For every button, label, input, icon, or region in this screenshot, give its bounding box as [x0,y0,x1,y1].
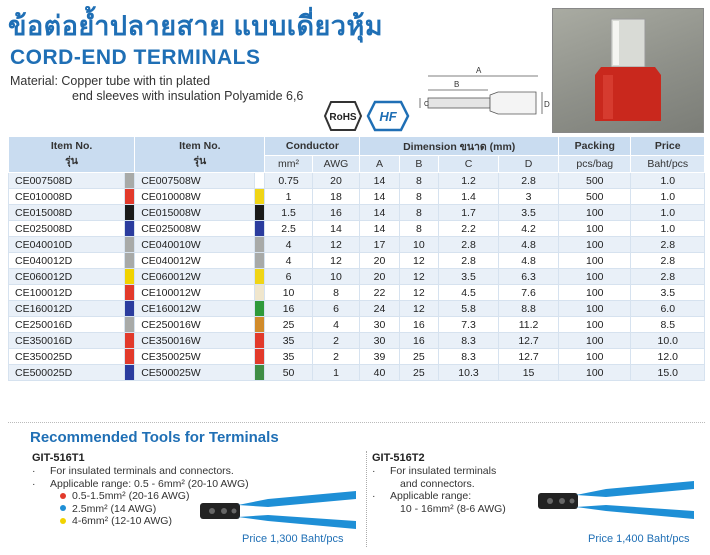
item-no-d: CE015008D [9,205,125,221]
cell-c: 8.3 [439,349,499,365]
color-swatch-w [255,317,265,333]
cell-pcs-bag: 100 [559,221,631,237]
bullet: · [32,477,36,490]
table-row [9,221,705,237]
item-no-d: CE250016D [9,317,125,333]
color-swatch-icon [125,317,134,332]
color-swatch-w [255,189,265,205]
item-no-w: CE060012W [135,269,255,285]
color-swatch-icon [125,173,134,188]
header-item-th-label: รุ่น [193,155,207,167]
header-packing: Packing [559,137,631,156]
color-swatch-w [255,333,265,349]
header-price: Price [631,137,705,156]
item-no-w: CE100012W [135,285,255,301]
item-no-d: CE160012D [9,301,125,317]
cell-d: 4.8 [499,237,559,253]
cell-c: 5.8 [439,301,499,317]
rohs-label: RoHS [329,112,357,123]
color-swatch-w [255,173,265,189]
table-row [9,333,705,349]
item-no-d: CE025008D [9,221,125,237]
color-swatch-d [125,285,135,301]
header-d: D [499,156,559,173]
color-swatch-icon [255,333,264,348]
cell-d: 3 [499,189,559,205]
cell-price: 2.8 [631,237,705,253]
cell-a: 24 [360,301,399,317]
cell-a: 20 [360,269,399,285]
tool1-price: Price 1,300 Baht/pcs [242,533,344,545]
crimping-tool-icon [536,475,696,525]
cell-b: 10 [399,237,438,253]
cell-d: 11.2 [499,317,559,333]
cell-a: 20 [360,253,399,269]
tool2-line-3: Applicable range: [390,490,472,502]
cell-pcs-bag: 100 [559,317,631,333]
cell-price: 1.0 [631,173,705,189]
table-row [9,173,705,189]
cell-c: 10.3 [439,365,499,381]
color-swatch-icon [255,285,264,300]
color-swatch-icon [125,269,134,284]
cell-b: 8 [399,221,438,237]
cell-price: 1.0 [631,189,705,205]
color-swatch-d [125,349,135,365]
header-c: C [439,156,499,173]
bullet: · [372,465,376,477]
tool1-name: GIT-516T1 [32,452,85,464]
cell-c: 2.8 [439,253,499,269]
table-row [9,301,705,317]
cell-price: 1.0 [631,221,705,237]
header-item-no-d [9,137,135,173]
terminal-dimension-drawing [418,62,553,130]
color-swatch-d [125,205,135,221]
header-baht-pcs: Baht/pcs [631,156,705,173]
item-no-w: CE500025W [135,365,255,381]
cell-awg: 12 [312,253,360,269]
item-no-w: CE160012W [135,301,255,317]
table-row [9,317,705,333]
table-row [9,189,705,205]
table-row [9,237,705,253]
cell-awg: 20 [312,173,360,189]
cell-mm2: 10 [265,285,312,301]
cell-awg: 18 [312,189,360,205]
cell-awg: 2 [312,333,360,349]
cell-pcs-bag: 100 [559,205,631,221]
color-swatch-d [125,301,135,317]
header-dimension: Dimension ขนาด (mm) [360,137,559,156]
color-swatch-d [125,237,135,253]
cell-price: 8.5 [631,317,705,333]
tool2-description [372,465,506,515]
cell-a: 22 [360,285,399,301]
item-no-w: CE350016W [135,333,255,349]
color-swatch-d [125,317,135,333]
color-swatch-icon [255,189,264,204]
tool2-line-4: 10 - 16mm² (8-6 AWG) [400,502,506,515]
cell-c: 8.3 [439,333,499,349]
header-mm2: mm² [265,156,312,173]
cell-mm2: 16 [265,301,312,317]
table-row [9,365,705,381]
cell-b: 25 [399,365,438,381]
cell-d: 7.6 [499,285,559,301]
table-row [9,349,705,365]
cell-d: 6.3 [499,269,559,285]
dim-label-b: B [454,80,460,89]
header-a: A [360,156,399,173]
cell-awg: 6 [312,301,360,317]
item-no-d: CE040012D [9,253,125,269]
recommended-tools-section [8,422,705,553]
cell-price: 2.8 [631,253,705,269]
cell-b: 12 [399,253,438,269]
color-swatch-icon [255,365,264,380]
cell-d: 4.8 [499,253,559,269]
dim-label-a: A [476,66,482,75]
cell-b: 12 [399,285,438,301]
color-swatch-w [255,221,265,237]
color-swatch-d [125,269,135,285]
rohs-badge-icon [323,100,363,132]
color-swatch-icon [125,285,134,300]
page-title: CORD-END TERMINALS [10,46,261,69]
item-no-d: CE040010D [9,237,125,253]
cell-c: 4.5 [439,285,499,301]
cell-mm2: 1.5 [265,205,312,221]
cell-price: 3.5 [631,285,705,301]
yellow-dot-icon [60,518,66,524]
cell-a: 14 [360,173,399,189]
cell-pcs-bag: 100 [559,269,631,285]
blue-dot-icon [60,505,66,511]
cell-a: 17 [360,237,399,253]
cell-price: 6.0 [631,301,705,317]
color-swatch-w [255,253,265,269]
cell-price: 2.8 [631,269,705,285]
color-swatch-icon [125,253,134,268]
tool2-line-2: and connectors. [400,477,475,490]
cell-a: 14 [360,221,399,237]
color-swatch-w [255,301,265,317]
color-swatch-d [125,365,135,381]
color-swatch-icon [255,269,264,284]
color-swatch-icon [255,301,264,316]
header-awg: AWG [312,156,360,173]
cell-pcs-bag: 100 [559,237,631,253]
header-conductor: Conductor [265,137,360,156]
color-swatch-icon [125,349,134,364]
cell-a: 14 [360,205,399,221]
tools-divider [366,451,367,547]
cell-pcs-bag: 100 [559,365,631,381]
page-title-thai: ข้อต่อย้ำปลายสาย แบบเดี่ยวหุ้ม [8,11,384,41]
cell-b: 8 [399,173,438,189]
color-swatch-w [255,285,265,301]
bullet: · [32,465,36,477]
color-swatch-icon [125,365,134,380]
cell-pcs-bag: 100 [559,285,631,301]
color-swatch-icon [255,205,264,220]
cell-pcs-bag: 500 [559,189,631,205]
color-swatch-d [125,173,135,189]
color-swatch-icon [125,301,134,316]
color-swatch-w [255,205,265,221]
specification-table [8,136,705,381]
color-swatch-icon [125,221,134,236]
color-swatch-d [125,221,135,237]
header-item-no-label: Item No. [179,140,221,152]
cell-b: 8 [399,189,438,205]
cell-awg: 16 [312,205,360,221]
cell-awg: 4 [312,317,360,333]
color-swatch-icon [255,237,264,252]
color-swatch-w [255,237,265,253]
cell-price: 12.0 [631,349,705,365]
tool1-sub-text: 4-6mm² (12-10 AWG) [72,515,172,527]
tool1-sub-text: 0.5-1.5mm² (20-16 AWG) [72,490,190,502]
cell-mm2: 35 [265,349,312,365]
cell-awg: 1 [312,365,360,381]
cell-d: 3.5 [499,205,559,221]
cord-end-terminal-icon [553,9,705,134]
color-swatch-d [125,253,135,269]
cell-c: 1.2 [439,173,499,189]
cell-mm2: 0.75 [265,173,312,189]
color-swatch-icon [125,189,134,204]
color-swatch-w [255,349,265,365]
header-b: B [399,156,438,173]
color-swatch-w [255,269,265,285]
cell-mm2: 4 [265,237,312,253]
item-no-d: CE500025D [9,365,125,381]
cell-c: 3.5 [439,269,499,285]
material-description [10,74,303,104]
cell-awg: 2 [312,349,360,365]
cell-price: 10.0 [631,333,705,349]
cell-mm2: 25 [265,317,312,333]
item-no-d: CE007508D [9,173,125,189]
item-no-d: CE060012D [9,269,125,285]
cell-pcs-bag: 100 [559,333,631,349]
item-no-w: CE040010W [135,237,255,253]
color-swatch-d [125,189,135,205]
cell-d: 4.2 [499,221,559,237]
material-line-1: Material: Copper tube with tin plated [10,74,211,88]
cell-pcs-bag: 100 [559,301,631,317]
cell-price: 1.0 [631,205,705,221]
cell-awg: 12 [312,237,360,253]
color-swatch-icon [255,221,264,236]
cell-mm2: 4 [265,253,312,269]
cell-d: 12.7 [499,349,559,365]
cell-d: 12.7 [499,333,559,349]
cell-c: 7.3 [439,317,499,333]
cell-a: 30 [360,333,399,349]
cell-c: 2.2 [439,221,499,237]
dim-label-d: D [544,100,550,109]
item-no-w: CE040012W [135,253,255,269]
crimping-tool-icon [198,485,358,535]
header-pcs-bag: pcs/bag [559,156,631,173]
item-no-d: CE350025D [9,349,125,365]
header-item-no-label: Item No. [50,140,93,152]
cell-b: 12 [399,301,438,317]
item-no-d: CE010008D [9,189,125,205]
product-photo [552,8,704,133]
cell-a: 39 [360,349,399,365]
cell-price: 15.0 [631,365,705,381]
cell-b: 25 [399,349,438,365]
item-no-d: CE350016D [9,333,125,349]
cell-b: 16 [399,317,438,333]
cell-c: 1.4 [439,189,499,205]
color-swatch-icon [125,333,134,348]
item-no-w: CE015008W [135,205,255,221]
cell-awg: 8 [312,285,360,301]
tool2-name: GIT-516T2 [372,452,425,464]
color-swatch-icon [125,237,134,252]
color-swatch-icon [255,317,264,332]
cell-mm2: 2.5 [265,221,312,237]
cell-b: 12 [399,269,438,285]
table-row [9,205,705,221]
cell-mm2: 1 [265,189,312,205]
cell-mm2: 6 [265,269,312,285]
color-swatch-icon [255,173,264,188]
cell-awg: 10 [312,269,360,285]
cell-d: 8.8 [499,301,559,317]
cell-pcs-bag: 500 [559,173,631,189]
cell-d: 15 [499,365,559,381]
color-swatch-icon [255,349,264,364]
item-no-w: CE025008W [135,221,255,237]
tool2-price: Price 1,400 Baht/pcs [588,533,690,545]
table-row [9,285,705,301]
cell-a: 14 [360,189,399,205]
material-line-2: end sleeves with insulation Polyamide 6,6 [72,89,304,103]
cell-pcs-bag: 100 [559,349,631,365]
cell-c: 1.7 [439,205,499,221]
hf-badge-icon [366,100,410,132]
tools-heading: Recommended Tools for Terminals [30,429,279,446]
cell-b: 8 [399,205,438,221]
cell-mm2: 50 [265,365,312,381]
cell-a: 30 [360,317,399,333]
color-swatch-icon [255,253,264,268]
table-row [9,269,705,285]
cell-a: 40 [360,365,399,381]
hf-label: HF [379,109,397,124]
item-no-w: CE250016W [135,317,255,333]
color-swatch-d [125,333,135,349]
cell-mm2: 35 [265,333,312,349]
tool2-line-1: For insulated terminals [390,465,497,477]
item-no-w: CE007508W [135,173,255,189]
header-item-no-w [135,137,265,173]
red-dot-icon [60,493,66,499]
color-swatch-icon [125,205,134,220]
cell-awg: 14 [312,221,360,237]
item-no-w: CE010008W [135,189,255,205]
cell-b: 16 [399,333,438,349]
item-no-w: CE350025W [135,349,255,365]
tool1-line-1: For insulated terminals and connectors. [50,465,234,477]
tool1-sub-text: 2.5mm² (14 AWG) [72,502,157,515]
tool1-line-2: Applicable range: 0.5 - 6mm² (20-10 AWG) [50,477,249,490]
cell-pcs-bag: 100 [559,253,631,269]
bullet: · [372,490,376,502]
header-item-th-label: รุ่น [65,155,78,167]
color-swatch-w [255,365,265,381]
cell-c: 2.8 [439,237,499,253]
dim-label-c: C [424,101,430,108]
item-no-d: CE100012D [9,285,125,301]
cell-d: 2.8 [499,173,559,189]
table-row [9,253,705,269]
